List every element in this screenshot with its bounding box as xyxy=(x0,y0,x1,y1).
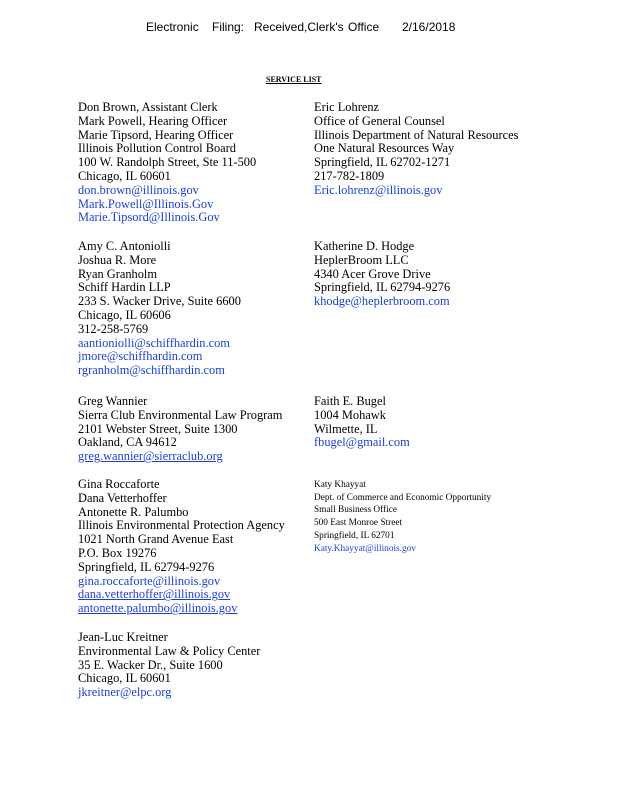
contact-line: Greg Wannier xyxy=(78,394,148,408)
contact-block xyxy=(78,101,256,225)
contact-line: Gina Roccaforte xyxy=(78,477,160,491)
contact-line: Illinois Pollution Control Board xyxy=(78,141,236,156)
email-link[interactable]: jmore@schiffhardin.com xyxy=(78,349,203,364)
contact-line: Marie Tipsord, Hearing Officer xyxy=(78,127,234,142)
contact-line: 4340 Acer Grove Drive xyxy=(314,266,431,281)
contact-block xyxy=(78,240,241,378)
email-link[interactable]: Marie.Tipsord@Illinois.Gov xyxy=(78,210,220,225)
email-link[interactable]: Eric.lohrenz@illinois.gov xyxy=(314,182,443,197)
contact-line: Dana Vetterhoffer xyxy=(78,490,167,505)
contact-line: Chicago, IL 60606 xyxy=(78,307,171,322)
contact-block xyxy=(314,395,410,450)
contact-line: 35 E. Wacker Dr., Suite 1600 xyxy=(78,657,223,672)
contact-line: 1021 North Grand Avenue East xyxy=(78,532,234,547)
contact-line: Springfield, IL 62794-9276 xyxy=(78,559,215,574)
contact-line: Chicago, IL 60601 xyxy=(78,168,171,183)
contact-line: Ryan Granholm xyxy=(78,266,157,281)
header-office: Office xyxy=(348,20,380,34)
header-date: 2/16/2018 xyxy=(402,20,456,34)
email-link[interactable]: Mark.Powell@Illinois.Gov xyxy=(78,196,214,211)
service-list-title: SERVICE LIST xyxy=(266,75,322,84)
contact-line: 100 W. Randolph Street, Ste 11-500 xyxy=(78,155,257,170)
contact-line: Mark Powell, Hearing Officer xyxy=(78,113,228,128)
contact-line: Wilmette, IL xyxy=(314,421,378,436)
filing-header xyxy=(0,20,618,104)
contact-block xyxy=(314,101,518,198)
contact-line: Sierra Club Environmental Law Program xyxy=(78,407,283,422)
contact-line: Illinois Department of Natural Resources xyxy=(314,127,519,142)
contact-line: HeplerBroom LLC xyxy=(314,252,409,267)
contact-line: Faith E. Bugel xyxy=(314,394,386,408)
email-link[interactable]: rgranholm@schiffhardin.com xyxy=(78,363,225,378)
contact-line: 233 S. Wacker Drive, Suite 6600 xyxy=(78,294,241,309)
contact-line: Amy C. Antoniolli xyxy=(78,239,171,253)
contact-line: 1004 Mohawk xyxy=(314,407,386,422)
contact-block xyxy=(314,479,491,555)
contact-line: Springfield, IL 62701 xyxy=(314,530,395,541)
contact-line: 2101 Webster Street, Suite 1300 xyxy=(78,421,238,436)
email-link[interactable]: gina.roccaforte@illinois.gov xyxy=(78,573,221,588)
contact-line: Don Brown, Assistant Clerk xyxy=(78,100,218,114)
contact-line: Katy Khayyat xyxy=(314,480,366,490)
contact-block xyxy=(78,395,282,464)
contact-line: Chicago, IL 60601 xyxy=(78,671,171,686)
header-electronic: Electronic xyxy=(146,20,199,34)
contact-line: Small Business Office xyxy=(314,505,397,516)
contact-line: Illinois Environmental Protection Agency xyxy=(78,518,285,533)
email-link[interactable]: aantioniolli@schiffhardin.com xyxy=(78,335,230,350)
contact-line: 500 East Monroe Street xyxy=(314,518,403,529)
contact-line: Schiff Hardin LLP xyxy=(78,280,171,295)
contact-line: Oakland, CA 94612 xyxy=(78,435,177,450)
contact-block xyxy=(78,478,285,616)
email-link[interactable]: Katy.Khayyat@illinois.gov xyxy=(314,543,416,554)
contact-line: One Natural Resources Way xyxy=(314,141,455,156)
email-link[interactable]: dana.vetterhoffer@illinois.gov xyxy=(78,587,231,602)
email-link[interactable]: don.brown@illinois.gov xyxy=(78,182,199,197)
contact-line: Antonette R. Palumbo xyxy=(78,504,189,519)
email-link[interactable]: jkreitner@elpc.org xyxy=(78,685,172,700)
contact-line: Katherine D. Hodge xyxy=(314,239,415,253)
header-filing: Filing: xyxy=(212,20,245,34)
contact-line: Springfield, IL 62794-9276 xyxy=(314,280,451,295)
email-link[interactable]: antonette.palumbo@illinois.gov xyxy=(78,601,238,616)
contact-block xyxy=(78,631,260,700)
contact-line: Joshua R. More xyxy=(78,252,157,267)
contact-line: Eric Lohrenz xyxy=(314,100,380,114)
header-received: Received,Clerk's xyxy=(254,20,344,34)
contact-line: P.O. Box 19276 xyxy=(78,545,157,560)
email-link[interactable]: khodge@heplerbroom.com xyxy=(314,294,450,309)
contact-line: 217-782-1809 xyxy=(314,168,385,183)
contact-line: Springfield, IL 62702-1271 xyxy=(314,155,451,170)
email-link[interactable]: greg.wannier@sierraclub.org xyxy=(78,449,223,464)
contact-line: Environmental Law & Policy Center xyxy=(78,643,261,658)
contact-line: Dept. of Commerce and Economic Opportunity xyxy=(314,492,492,503)
email-link[interactable]: fbugel@gmail.com xyxy=(314,435,410,450)
contact-line: Office of General Counsel xyxy=(314,113,445,128)
contact-block xyxy=(314,240,450,309)
contact-line: 312-258-5769 xyxy=(78,321,149,336)
contact-line: Jean-Luc Kreitner xyxy=(78,630,168,644)
